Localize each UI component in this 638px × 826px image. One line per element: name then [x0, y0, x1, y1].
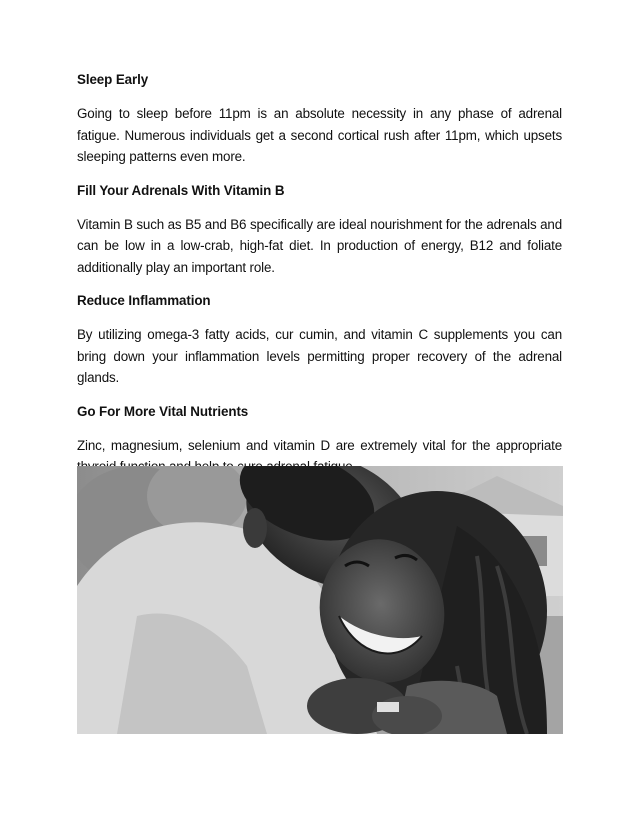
- section-heading-reduce-inflammation: Reduce Inflammation: [77, 293, 211, 308]
- section-body-vital-nutrients: Zinc, magnesium, selenium and vitamin D are extremely vital for the appropriate: [77, 437, 562, 453]
- section-heading-sleep-early: Sleep Early: [77, 72, 149, 87]
- couple-photo: [77, 466, 563, 734]
- section-body-reduce-inflammation: By utilizing omega-3 fatty acids, cur cumin, and vitamin C supplements you can bring down your inflammation levels permitting proper recovery of the adrenal glands.: [77, 327, 562, 385]
- section-heading-vitamin-b: Fill Your Adrenals With Vitamin B: [77, 182, 285, 198]
- section-body-vitamin-b: Vitamin B such as B5 and B6 specifically are ideal nourishment for the adrenals and can be low in a low-crab, high-fat diet. In production of energy, B12 and foliate additionally play an important role.: [77, 216, 562, 275]
- document-page: [77, 70, 562, 491]
- section-body-sleep-early: Going to sleep before 11pm is an absolute necessity in any phase of adrenal fatigue. Numerous individuals get a second cortical rush after 11pm, which upsets sleeping patterns even more.: [77, 106, 562, 164]
- section-heading-vital-nutrients: Go For More Vital Nutrients: [77, 403, 249, 419]
